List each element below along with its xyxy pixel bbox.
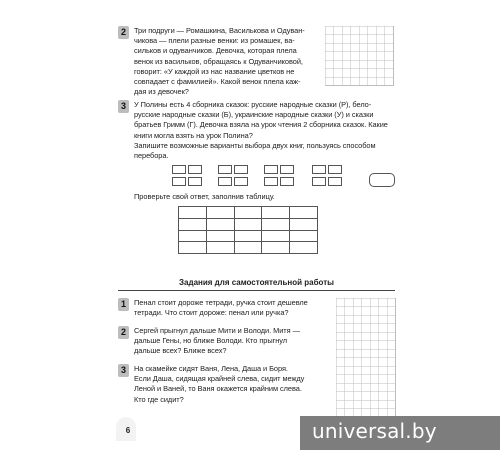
- task-number: 2: [118, 26, 129, 39]
- check-table: [178, 206, 318, 254]
- task-number: 1: [118, 298, 129, 311]
- answer-grid-independent: [336, 298, 396, 426]
- task-text: Три подруги — Ромашкина, Василькова и Одуван- чикова — плели разные венки: из ромашек, ва- сильков и одуванчиков. Девочка, которая плела венок из васильков, обращаясь к Одуванчиковой, говорит: «У каждой из нас название цветков не совпадает с фамилией». Какой венок плела каж- дая из девочек?: [134, 26, 305, 97]
- task-number: 3: [118, 100, 129, 113]
- task-text: Пенал стоит дороже тетради, ручка стоит дешевле тетради. Что стоит дороже: пенал или ручка?: [134, 298, 308, 318]
- page-number: 6: [125, 426, 131, 435]
- pair-box-1: [172, 165, 202, 186]
- answer-count-box: [369, 173, 395, 187]
- watermark-text: universal.by: [312, 419, 437, 443]
- check-instruction: Проверьте свой ответ, заполнив таблицу.: [134, 192, 275, 201]
- task-number: 3: [118, 364, 129, 377]
- task-number: 2: [118, 326, 129, 339]
- watermark-banner: [300, 416, 500, 450]
- section-divider: [118, 290, 395, 291]
- task-text: У Полины есть 4 сборника сказок: русские народные сказки (Р), бело- русские народные сказки (Б), украинские народные сказки (У) и сказки братьев Гримм (Г). Девочка взяла на урок чтения 2 сборника сказок. Какие книги могла взять на урок Полина? Запишите возможные варианты выбора двух книг, пользуясь способом перебора.: [134, 100, 388, 161]
- answer-grid-task-2: [325, 26, 394, 86]
- section-title: Задания для самостоятельной работы: [179, 278, 334, 287]
- task-text: На скамейке сидят Ваня, Лена, Даша и Боря. Если Даша, сидящая крайней слева, сидит между Леной и Ваней, то Ваня окажется крайним слева. Кто где сидит?: [134, 364, 305, 404]
- pair-box-4: [312, 165, 342, 186]
- pair-box-3: [264, 165, 294, 186]
- task-text: Сергей прыгнул дальше Мити и Володи. Митя — дальше Гены, но ближе Володи. Кто прыгнул дальше всех? Ближе всех?: [134, 326, 300, 356]
- pair-box-2: [218, 165, 248, 186]
